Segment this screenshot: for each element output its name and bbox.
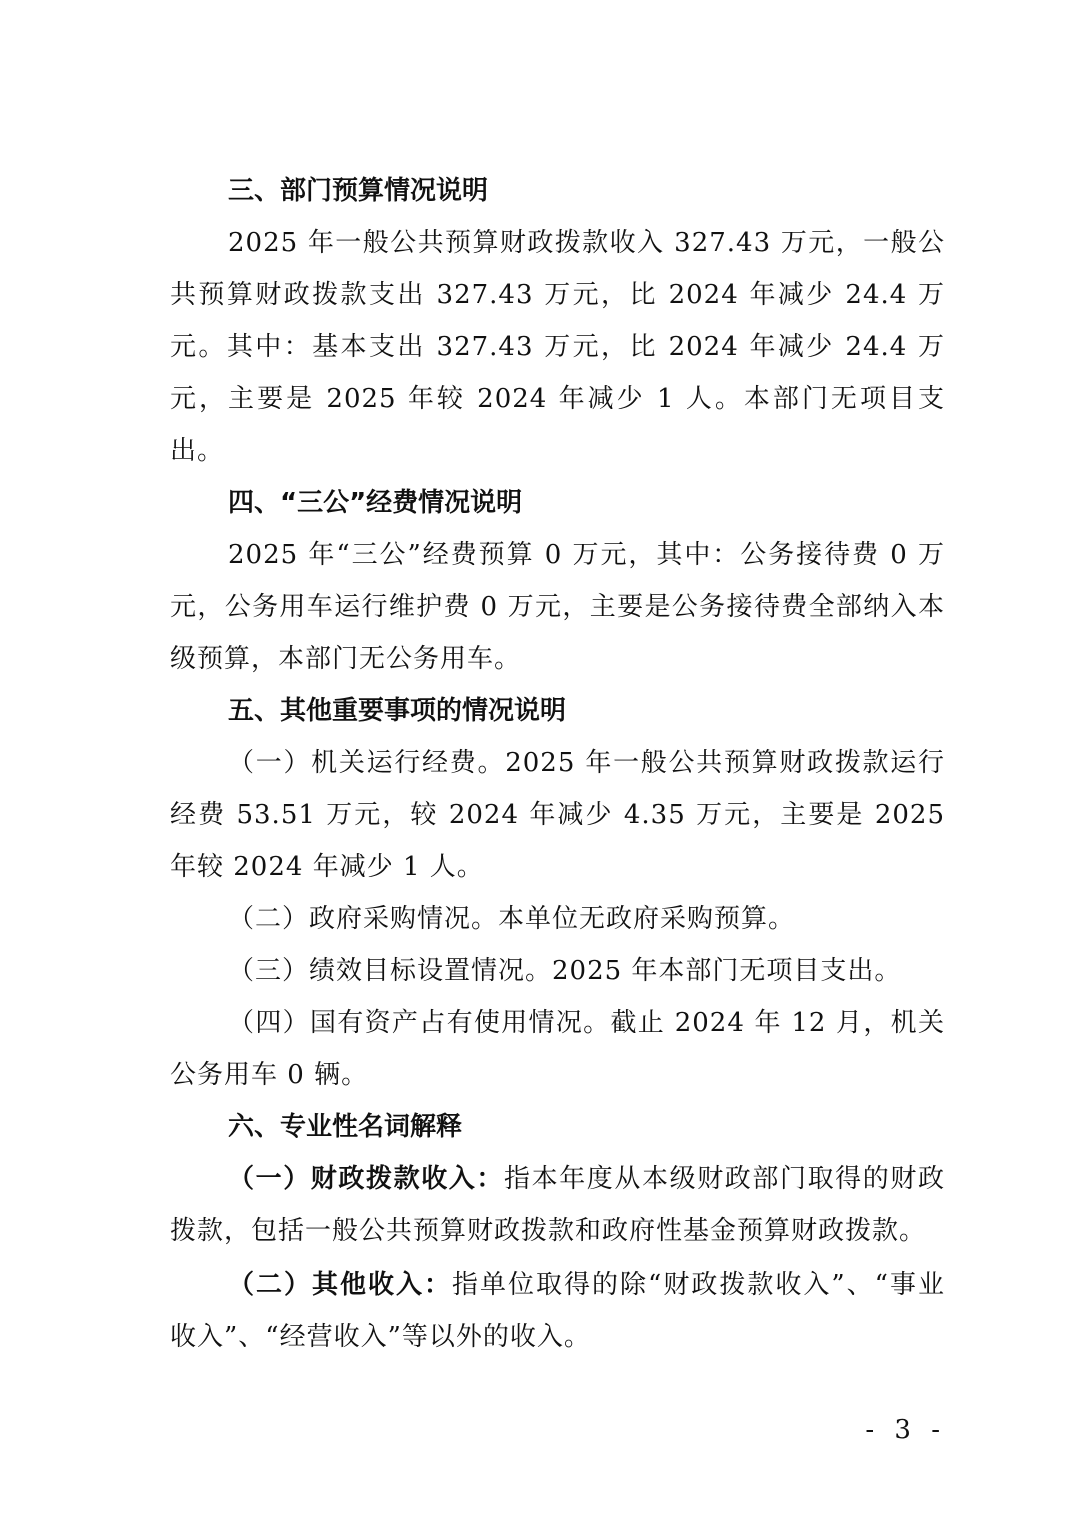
paragraph-assets: （四）国有资产占有使用情况。截止 2024 年 12 月，机关公务用车 0 辆。 [170, 1008, 945, 1090]
paragraph-performance: （三）绩效目标设置情况。2025 年本部门无项目支出。 [228, 956, 902, 986]
section-heading-glossary: 六、专业性名词解释 [228, 1112, 463, 1142]
document-body [170, 165, 945, 1363]
glossary-definition: 指单位取得的除“财政拨款收入”、“事业收入”、“经营收入”等以外的收入。 [170, 1270, 945, 1352]
section-heading-budget: 三、部门预算情况说明 [228, 176, 489, 206]
glossary-term: （二）其他收入： [228, 1270, 453, 1300]
section-heading-three-public: 四、“三公”经费情况说明 [228, 488, 523, 518]
glossary-item [170, 1153, 945, 1257]
paragraph-procurement: （二）政府采购情况。本单位无政府采购预算。 [228, 904, 796, 934]
glossary-item [170, 1259, 945, 1363]
paragraph-budget: 2025 年一般公共预算财政拨款收入 327.43 万元，一般公共预算财政拨款支出 327.43 万元，比 2024 年减少 24.4 万元。其中：基本支出 327.43 万元，比 2024 年减少 24.4 万元，主要是 2025 年较 2024 年减少 1 人。本部门无项目支出。 [170, 228, 945, 466]
glossary-definition: 指本年度从本级财政部门取得的财政拨款，包括一般公共预算财政拨款和政府性基金预算财政拨款。 [170, 1164, 945, 1246]
paragraph-three-public: 2025 年“三公”经费预算 0 万元，其中：公务接待费 0 万元，公务用车运行维护费 0 万元，主要是公务接待费全部纳入本级预算，本部门无公务用车。 [170, 540, 945, 674]
paragraph-operating-funds: （一）机关运行经费。2025 年一般公共预算财政拨款运行经费 53.51 万元，较 2024 年减少 4.35 万元，主要是 2025 年较 2024 年减少 1 人。 [170, 748, 945, 882]
page-number: - 3 - [865, 1415, 946, 1445]
section-heading-other-matters: 五、其他重要事项的情况说明 [228, 696, 567, 726]
glossary-term: （一）财政拨款收入： [228, 1164, 504, 1194]
